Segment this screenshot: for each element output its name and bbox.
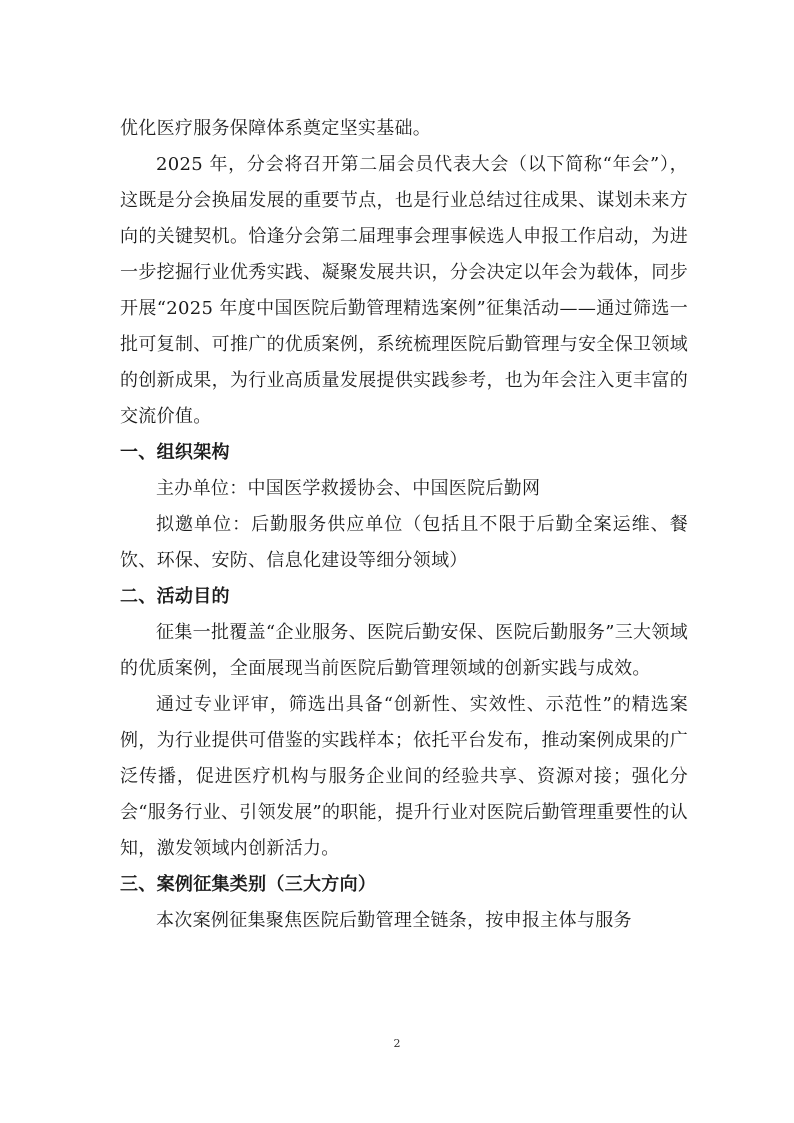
- paragraph-intro-end: 优化医疗服务保障体系奠定坚实基础。: [120, 118, 432, 139]
- document-body: [120, 111, 688, 939]
- paragraph-categories-intro: 本次案例征集聚焦医院后勤管理全链条，按申报主体与服务: [156, 910, 632, 931]
- paragraph-invited-units: 拟邀单位：后勤服务供应单位（包括且不限于后勤全案运维、餐饮、环保、安防、信息化建设等细分领域）: [120, 514, 688, 571]
- section-heading-categories: 三、案例征集类别（三大方向）: [120, 874, 377, 895]
- section-heading-organization: 一、组织架构: [120, 442, 230, 463]
- paragraph-purpose-collect: 征集一批覆盖“企业服务、医院后勤安保、医院后勤服务”三大领域的优质案例，全面展现当前医院后勤管理领域的创新实践与成效。: [120, 622, 688, 679]
- paragraph-annual-meeting: 2025 年，分会将召开第二届会员代表大会（以下简称“年会”），这既是分会换届发展的重要节点，也是行业总结过往成果、谋划未来方向的关键契机。恰逢分会第二届理事会理事候选人申报工作启动，为进一步挖掘行业优秀实践、凝聚发展共识，分会决定以年会为载体，同步开展“2025 年度中国医院后勤管理精选案例”征集活动——通过筛选一批可复制、可推广的优质案例，系统梳理医院后勤管理与安全保卫领域的创新成果，为行业高质量发展提供实践参考，也为年会注入更丰富的交流价值。: [120, 154, 688, 427]
- page-number: 2: [393, 1037, 401, 1050]
- paragraph-purpose-review: 通过专业评审，筛选出具备“创新性、实效性、示范性”的精选案例，为行业提供可借鉴的实践样本；依托平台发布，推动案例成果的广泛传播，促进医疗机构与服务企业间的经验共享、资源对接；强化分会“服务行业、引领发展”的职能，提升行业对医院后勤管理重要性的认知，激发领域内创新活力。: [120, 694, 689, 859]
- paragraph-organizer: 主办单位：中国医学救援协会、中国医院后勤网: [156, 478, 541, 499]
- section-heading-purpose: 二、活动目的: [120, 586, 230, 607]
